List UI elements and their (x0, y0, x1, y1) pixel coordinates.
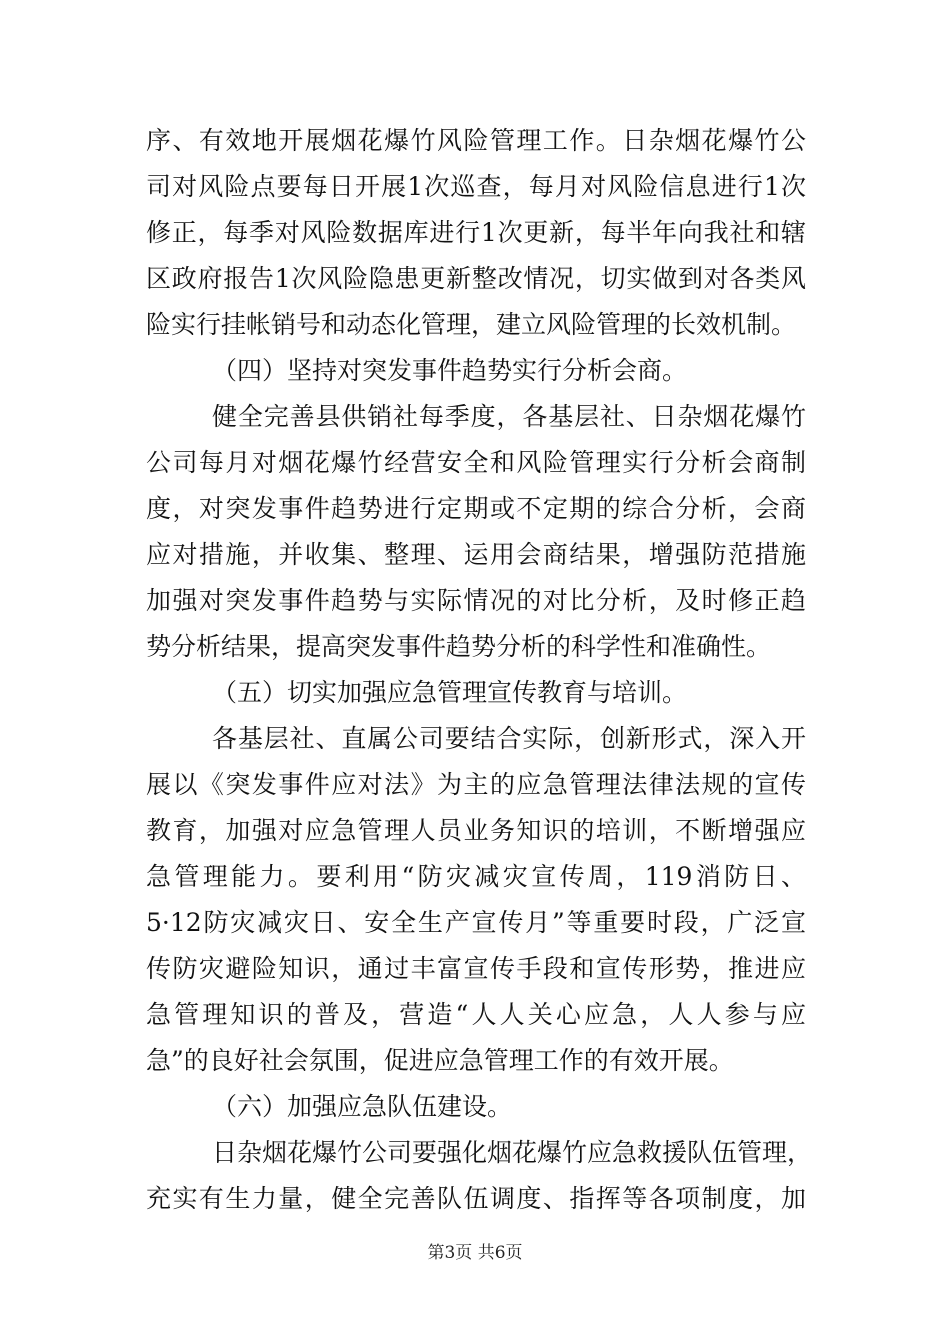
paragraph-line: 序、有效地开展烟花爆竹风险管理工作。日杂烟花爆竹公 (146, 126, 806, 155)
paragraph-line: 展以《突发事件应对法》为主的应急管理法律法规的宣传 (146, 770, 806, 799)
page-number-footer: 第3页 共6页 (427, 1243, 523, 1263)
section-heading-4: （四）坚持对突发事件趋势实行分析会商。 (212, 356, 688, 385)
paragraph-line: 修正，每季对风险数据库进行1次更新，每半年向我社和辖 (146, 218, 806, 247)
paragraph-line: 区政府报告1次风险隐患更新整改情况，切实做到对各类风 (146, 264, 806, 293)
paragraph-line: 健全完善县供销社每季度，各基层社、日杂烟花爆竹 (212, 402, 806, 431)
paragraph-line: 应对措施，并收集、整理、运用会商结果，增强防范措施 (146, 540, 806, 569)
paragraph-line: 势分析结果，提高突发事件趋势分析的科学性和准确性。 (146, 632, 772, 661)
section-heading-6: （六）加强应急队伍建设。 (212, 1092, 513, 1121)
paragraph-line: 险实行挂帐销号和动态化管理，建立风险管理的长效机制。 (146, 310, 797, 339)
paragraph-line: 充实有生力量，健全完善队伍调度、指挥等各项制度，加 (146, 1184, 806, 1213)
paragraph-line: 公司每月对烟花爆竹经营安全和风险管理实行分析会商制 (146, 448, 806, 477)
paragraph-line: 各基层社、直属公司要结合实际，创新形式，深入开 (212, 724, 806, 753)
paragraph-line: 司对风险点要每日开展1次巡查，每月对风险信息进行1次 (146, 172, 806, 201)
paragraph-line: 5·12防灾减灾日、安全生产宣传月”等重要时段，广泛宣 (146, 908, 806, 937)
section-heading-5: （五）切实加强应急管理宣传教育与培训。 (212, 678, 688, 707)
paragraph-line: 传防灾避险知识，通过丰富宣传手段和宣传形势，推进应 (146, 954, 806, 983)
paragraph-line: 度，对突发事件趋势进行定期或不定期的综合分析，会商 (146, 494, 806, 523)
paragraph-line: 急管理能力。要利用“防灾减灾宣传周，119消防日、 (146, 862, 806, 891)
paragraph-line: 急”的良好社会氛围，促进应急管理工作的有效开展。 (146, 1046, 734, 1075)
paragraph-line: 加强对突发事件趋势与实际情况的对比分析，及时修正趋 (146, 586, 806, 615)
paragraph-line: 教育，加强对应急管理人员业务知识的培训，不断增强应 (146, 816, 806, 845)
paragraph-line: 急管理知识的普及，营造“人人关心应急，人人参与应 (146, 1000, 806, 1029)
paragraph-line: 日杂烟花爆竹公司要强化烟花爆竹应急救援队伍管理， (212, 1138, 813, 1167)
